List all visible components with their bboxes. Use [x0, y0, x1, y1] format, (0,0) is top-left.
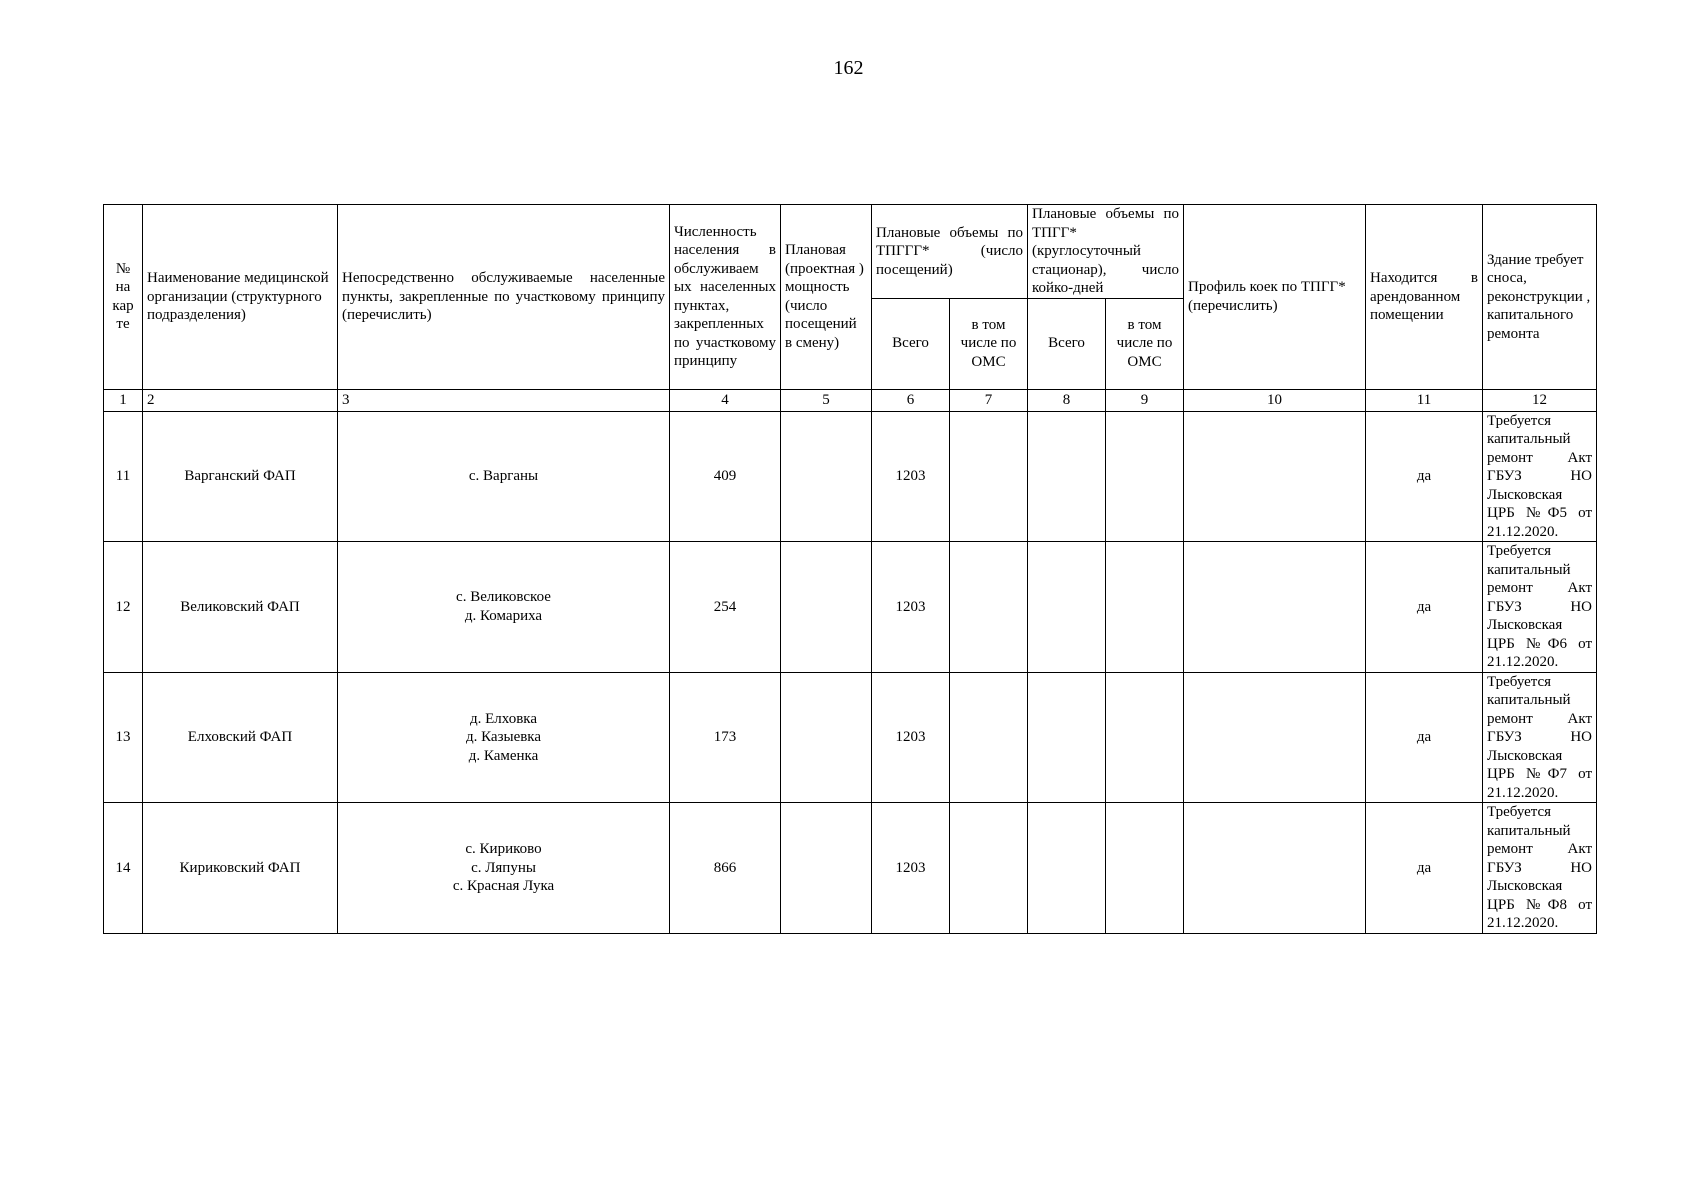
- population: 254: [670, 542, 781, 673]
- bed-profile: [1184, 672, 1366, 803]
- header-col-10: Профиль коек по ТПГГ* (перечислить): [1184, 205, 1366, 390]
- beddays-oms: [1106, 803, 1184, 934]
- population: 409: [670, 411, 781, 542]
- header-group-beddays: Плановые объемы по ТПГГ* (круглосуточный стационар), число койко-дней: [1028, 205, 1184, 299]
- column-number-row: [104, 389, 1597, 411]
- header-row-1: [104, 205, 1597, 299]
- header-col-2: Наименование медицинской организации (структурного подразделения): [143, 205, 338, 390]
- building-note: Требуется капитальный ремонт Акт ГБУЗ НО Лысковская ЦРБ №Ф5 от 21.12.2020.: [1483, 411, 1597, 542]
- header-col-4: Численность населения в обслуживаем ых населенных пунктах, закрепленных по участковому принципу: [670, 205, 781, 390]
- header-col-6: Всего: [872, 298, 950, 389]
- localities: с. Варганы: [338, 411, 670, 542]
- facility-name: Елховский ФАП: [143, 672, 338, 803]
- rented: да: [1366, 542, 1483, 673]
- bed-profile: [1184, 411, 1366, 542]
- visits-total: 1203: [872, 542, 950, 673]
- row-number: 11: [104, 411, 143, 542]
- row-number: 13: [104, 672, 143, 803]
- column-number: 7: [950, 389, 1028, 411]
- column-number: 8: [1028, 389, 1106, 411]
- column-number: 12: [1483, 389, 1597, 411]
- header-col-7: в том числе по ОМС: [950, 298, 1028, 389]
- table-row: [104, 411, 1597, 542]
- facility-name: Великовский ФАП: [143, 542, 338, 673]
- capacity: [781, 672, 872, 803]
- column-number: 10: [1184, 389, 1366, 411]
- building-note: Требуется капитальный ремонт Акт ГБУЗ НО Лысковская ЦРБ №Ф7 от 21.12.2020.: [1483, 672, 1597, 803]
- column-number: 5: [781, 389, 872, 411]
- visits-total: 1203: [872, 411, 950, 542]
- header-col-11: Находится в арендованном помещении: [1366, 205, 1483, 390]
- header-col-9: в том числе по ОМС: [1106, 298, 1184, 389]
- building-note: Требуется капитальный ремонт Акт ГБУЗ НО Лысковская ЦРБ №Ф8 от 21.12.2020.: [1483, 803, 1597, 934]
- header-col-8: Всего: [1028, 298, 1106, 389]
- population: 173: [670, 672, 781, 803]
- column-number: 6: [872, 389, 950, 411]
- column-number: 11: [1366, 389, 1483, 411]
- header-col-1: № на кар те: [104, 205, 143, 390]
- building-note: Требуется капитальный ремонт Акт ГБУЗ НО Лысковская ЦРБ №Ф6 от 21.12.2020.: [1483, 542, 1597, 673]
- capacity: [781, 542, 872, 673]
- bed-profile: [1184, 542, 1366, 673]
- localities: д. Елховка д. Казыевка д. Каменка: [338, 672, 670, 803]
- table-row: [104, 803, 1597, 934]
- header-col-3: Непосредственно обслуживаемые населенные пункты, закрепленные по участковому принципу (перечислить): [338, 205, 670, 390]
- row-number: 14: [104, 803, 143, 934]
- beddays-oms: [1106, 672, 1184, 803]
- page-number: 162: [833, 57, 864, 79]
- localities: с. Кириково с. Ляпуны с. Красная Лука: [338, 803, 670, 934]
- localities: с. Великовское д. Комариха: [338, 542, 670, 673]
- header-col-5: Плановая (проектная ) мощность (число посещений в смену): [781, 205, 872, 390]
- visits-oms: [950, 803, 1028, 934]
- visits-oms: [950, 672, 1028, 803]
- column-number: 9: [1106, 389, 1184, 411]
- facility-name: Кириковский ФАП: [143, 803, 338, 934]
- beddays-oms: [1106, 542, 1184, 673]
- beddays-total: [1028, 672, 1106, 803]
- column-number: 3: [338, 389, 670, 411]
- beddays-total: [1028, 542, 1106, 673]
- capacity: [781, 803, 872, 934]
- header-group-visits: Плановые объемы по ТПГГГ* (число посещений): [872, 205, 1028, 299]
- visits-oms: [950, 542, 1028, 673]
- visits-total: 1203: [872, 672, 950, 803]
- population: 866: [670, 803, 781, 934]
- rented: да: [1366, 411, 1483, 542]
- rented: да: [1366, 672, 1483, 803]
- capacity: [781, 411, 872, 542]
- header-col-12: Здание требует сноса, реконструкции , капитального ремонта: [1483, 205, 1597, 390]
- column-number: 2: [143, 389, 338, 411]
- column-number: 4: [670, 389, 781, 411]
- table-row: [104, 672, 1597, 803]
- facilities-table: [103, 204, 1597, 934]
- row-number: 12: [104, 542, 143, 673]
- column-number: 1: [104, 389, 143, 411]
- bed-profile: [1184, 803, 1366, 934]
- visits-total: 1203: [872, 803, 950, 934]
- visits-oms: [950, 411, 1028, 542]
- beddays-total: [1028, 803, 1106, 934]
- beddays-total: [1028, 411, 1106, 542]
- beddays-oms: [1106, 411, 1184, 542]
- rented: да: [1366, 803, 1483, 934]
- facility-name: Варганский ФАП: [143, 411, 338, 542]
- table-row: [104, 542, 1597, 673]
